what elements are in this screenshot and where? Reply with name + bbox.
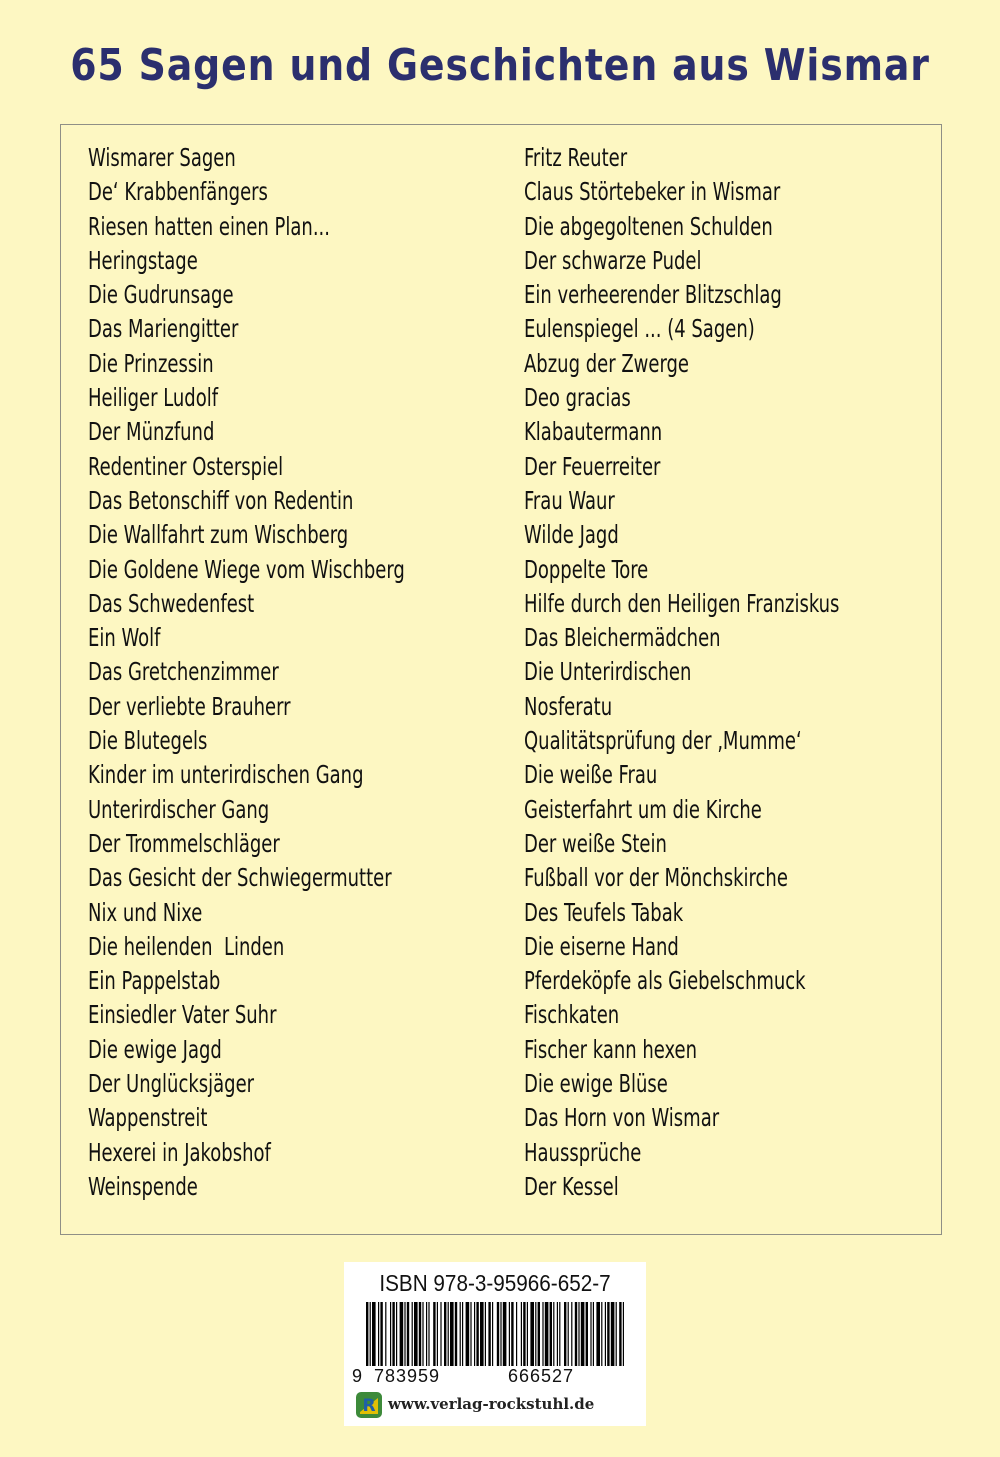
story-left-item: Ein Wolf (88, 623, 161, 653)
barcode-bar (538, 1302, 540, 1366)
barcode-bar (480, 1302, 484, 1366)
barcode-bar (497, 1302, 499, 1366)
story-left-item: Riesen hatten einen Plan... (88, 211, 330, 241)
barcode-bar (455, 1302, 457, 1366)
barcode-bar (530, 1302, 534, 1366)
barcode-bar (422, 1302, 423, 1366)
barcode-bar (619, 1302, 621, 1366)
story-right-item: Fußball vor der Mönchskirche (524, 863, 788, 893)
story-right-item: Pferdeköpfe als Giebelschmuck (524, 966, 806, 996)
barcode-digit-group-1: 783959 (374, 1366, 441, 1386)
story-right-item: Nosferatu (524, 691, 613, 721)
barcode-bar (545, 1302, 549, 1366)
story-left-item: Nix und Nixe (88, 897, 203, 927)
barcode-bar (466, 1302, 470, 1366)
barcode-bar (593, 1302, 594, 1366)
barcode-bar (407, 1302, 409, 1366)
barcode-bar (500, 1302, 501, 1366)
barcode-bar (400, 1302, 404, 1366)
story-right-item: Klabautermann (524, 417, 663, 447)
publisher-url[interactable]: www.verlag-rockstuhl.de (388, 1395, 595, 1413)
stories-list-box (60, 124, 942, 1235)
story-left-item: Die Wallfahrt zum Wischberg (88, 520, 349, 550)
story-right-item: Fritz Reuter (524, 143, 628, 172)
story-right-item: Die weiße Frau (524, 760, 658, 790)
barcode-bar (503, 1302, 507, 1366)
story-right-item: Eulenspiegel ... (4 Sagen) (524, 314, 755, 344)
story-left-item: Der verliebte Brauherr (88, 691, 291, 721)
barcode-bar (607, 1302, 609, 1366)
barcode-bar (542, 1302, 543, 1366)
barcode-bar (601, 1302, 602, 1366)
barcode-bar (396, 1302, 397, 1366)
story-right-item: Die ewige Blüse (524, 1069, 668, 1099)
story-left-item: Redentiner Osterspiel (88, 451, 284, 481)
barcode-bar (586, 1302, 588, 1366)
barcode-bar (564, 1302, 566, 1366)
barcode-bar (521, 1302, 522, 1366)
story-left-item: De‘ Krabbenfängers (88, 177, 268, 207)
barcode-bar (578, 1302, 579, 1366)
barcode-bar (412, 1302, 413, 1366)
story-right-item: Ein verheerender Blitzschlag (524, 280, 782, 310)
barcode-digit-group-2: 666527 (508, 1366, 575, 1386)
story-left-item: Das Gretchenzimmer (88, 657, 279, 687)
barcode-bar (575, 1302, 577, 1366)
story-left-item: Das Betonschiff von Redentin (88, 485, 354, 515)
barcode-bar (581, 1302, 585, 1366)
barcode-bar (488, 1302, 490, 1366)
barcode-bar (426, 1302, 427, 1366)
story-right-item: Des Teufels Tabak (524, 897, 684, 927)
publisher-logo-icon (356, 1392, 382, 1418)
stories-left-column (88, 141, 484, 1204)
story-left-item: Die ewige Jagd (88, 1034, 222, 1064)
barcode-bar (414, 1302, 418, 1366)
story-left-item: Die Gudrunsage (88, 280, 234, 310)
story-right-item: Der schwarze Pudel (524, 245, 702, 275)
barcode-bar (372, 1302, 376, 1366)
story-right-item: Die eiserne Hand (524, 931, 679, 961)
story-left-item: Die Goldene Wiege vom Wischberg (88, 554, 405, 584)
barcode-box (344, 1262, 646, 1426)
barcode-bar (448, 1302, 449, 1366)
barcode-bar (623, 1302, 624, 1366)
story-right-item: Qualitätsprüfung der ‚Mumme‘ (524, 726, 802, 756)
story-right-item: Deo gracias (524, 383, 631, 413)
barcode-bar (440, 1302, 441, 1366)
barcode-bar (419, 1302, 421, 1366)
barcode-bar (380, 1302, 382, 1366)
story-right-item: Das Bleichermädchen (524, 623, 721, 653)
barcode-bar (437, 1302, 438, 1366)
barcode-bar (392, 1302, 394, 1366)
barcode-bar (450, 1302, 454, 1366)
barcode-bars (366, 1302, 626, 1366)
publisher-line (354, 1390, 644, 1420)
story-left-item: Die Prinzessin (88, 348, 214, 378)
story-left-item: Kinder im unterirdischen Gang (88, 760, 364, 790)
barcode-bar (460, 1302, 461, 1366)
story-left-item: Das Mariengitter (88, 314, 239, 344)
barcode-bar (428, 1302, 429, 1366)
barcode-bar (433, 1302, 435, 1366)
barcode-bar (557, 1302, 558, 1366)
story-left-item: Unterirdischer Gang (88, 794, 270, 824)
barcode-bar (366, 1302, 368, 1366)
story-left-item: Der Unglücksjäger (88, 1069, 255, 1099)
barcode-bar (616, 1302, 617, 1366)
barcode-bar (516, 1302, 517, 1366)
story-right-item: Abzug der Zwerge (524, 348, 689, 378)
story-right-item: Der weiße Stein (524, 828, 667, 858)
story-right-item: Frau Waur (524, 485, 615, 515)
publisher-logo-letter: R (362, 1396, 376, 1416)
story-left-item: Wismarer Sagen (88, 143, 236, 172)
story-right-item: Der Kessel (524, 1171, 619, 1201)
stories-right-column (524, 141, 918, 1204)
barcode-bar (611, 1302, 615, 1366)
story-left-item: Die heilenden Linden (88, 931, 285, 961)
barcode-bar (605, 1302, 606, 1366)
story-left-item: Heringstage (88, 245, 198, 275)
barcode-bar (385, 1302, 386, 1366)
story-right-item: Hilfe durch den Heiligen Franziskus (524, 588, 840, 618)
story-right-item: Haussprüche (524, 1137, 642, 1167)
barcode-bar (527, 1302, 528, 1366)
story-right-item: Doppelte Tore (524, 554, 649, 584)
barcode-bar (404, 1302, 405, 1366)
story-left-item: Weinspende (88, 1171, 198, 1201)
story-right-item: Geisterfahrt um die Kirche (524, 794, 762, 824)
barcode-bar (596, 1302, 600, 1366)
barcode-bar (559, 1302, 560, 1366)
barcode-bar (492, 1302, 493, 1366)
story-right-item: Die Unterirdischen (524, 657, 692, 687)
barcode-bar (568, 1302, 569, 1366)
barcode-bar (590, 1302, 591, 1366)
story-right-item: Claus Störtebeker in Wismar (524, 177, 781, 207)
story-left-item: Das Gesicht der Schwiegermutter (88, 863, 392, 893)
story-right-item: Wilde Jagd (524, 520, 619, 550)
barcode-bar (523, 1302, 525, 1366)
story-left-item: Heiliger Ludolf (88, 383, 219, 413)
story-left-item: Die Blutegels (88, 726, 208, 756)
barcode-bar (535, 1302, 536, 1366)
story-left-item: Der Trommelschläger (88, 828, 280, 858)
barcode-bar (462, 1302, 463, 1366)
barcode-bar (390, 1302, 391, 1366)
story-right-item: Fischkaten (524, 1000, 620, 1030)
story-left-item: Das Schwedenfest (88, 588, 255, 618)
story-left-item: Der Münzfund (88, 417, 215, 447)
barcode-bar (550, 1302, 552, 1366)
barcode-bar (509, 1302, 510, 1366)
story-right-item: Das Horn von Wismar (524, 1103, 720, 1133)
barcode-bar (476, 1302, 478, 1366)
barcode-bar (511, 1302, 513, 1366)
barcode-digits (352, 1366, 642, 1388)
story-right-item: Die abgegoltenen Schulden (524, 211, 773, 241)
barcode-bar (444, 1302, 446, 1366)
isbn-label: ISBN 978-3-95966-652-7 (379, 1270, 611, 1296)
barcode-digit-first: 9 (352, 1366, 364, 1386)
story-left-item: Hexerei in Jakobshof (88, 1137, 271, 1167)
story-right-item: Fischer kann hexen (524, 1034, 698, 1064)
barcode-bar (370, 1302, 371, 1366)
barcode-bar (485, 1302, 486, 1366)
story-left-item: Wappenstreit (88, 1103, 208, 1133)
story-left-item: Ein Pappelstab (88, 966, 221, 996)
story-right-item: Der Feuerreiter (524, 451, 661, 481)
barcode-bar (474, 1302, 475, 1366)
page-title: 65 Sagen und Geschichten aus Wismar (70, 40, 930, 91)
barcode-bar (470, 1302, 471, 1366)
barcode-bar (378, 1302, 379, 1366)
story-left-item: Einsiedler Vater Suhr (88, 1000, 277, 1030)
barcode-bar (571, 1302, 572, 1366)
barcode-bar (553, 1302, 554, 1366)
